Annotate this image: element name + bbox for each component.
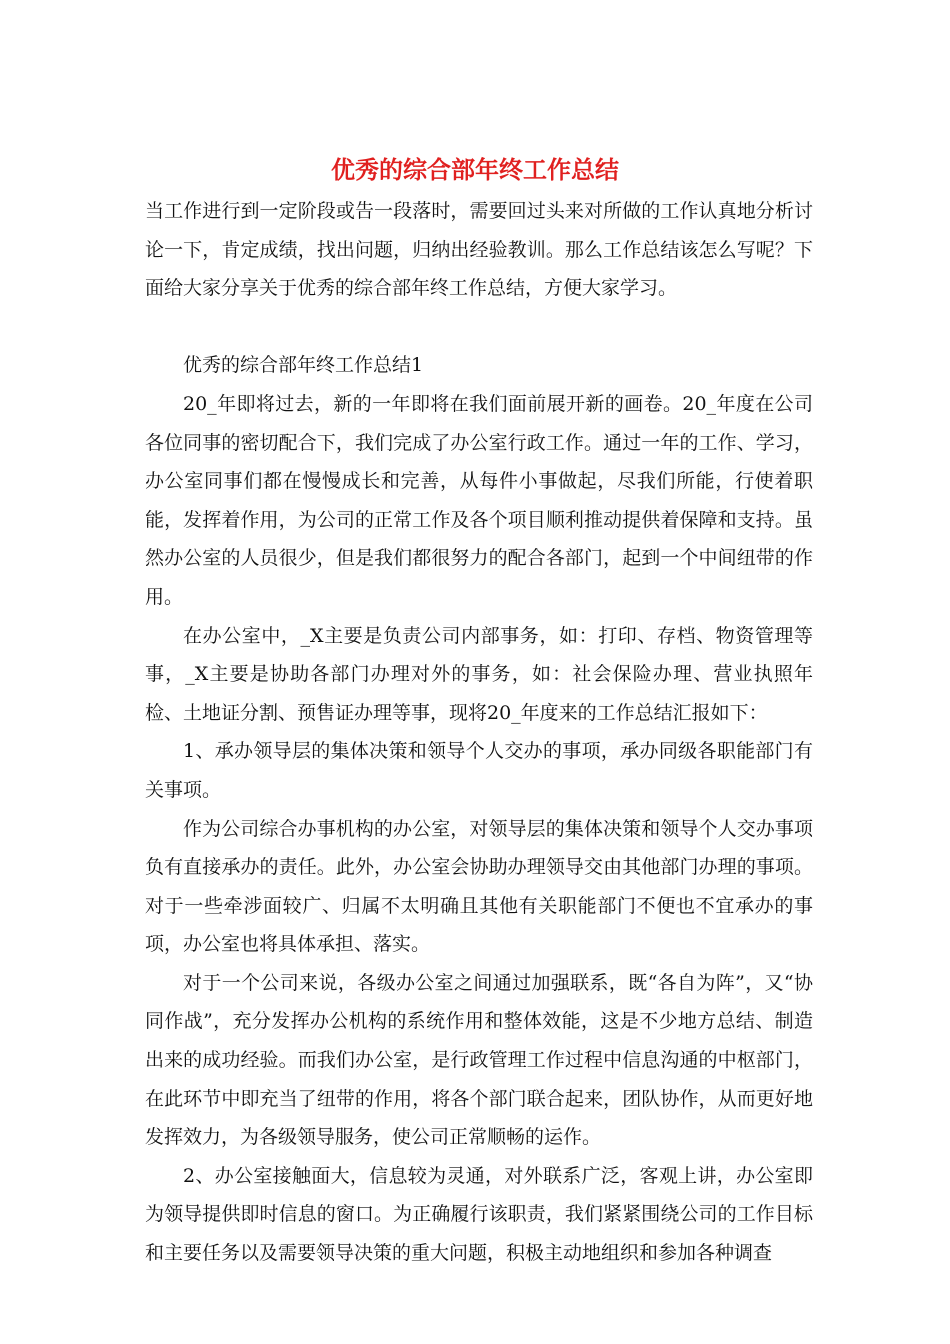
body-paragraph-5: 对于一个公司来说，各级办公室之间通过加强联系，既“各自为阵”，又“协同作战”，充分发挥办公机构的系统作用和整体效能，这是不少地方总结、制造出来的成功经验。而我们办公室，是行政管理工作过程中信息沟通的中枢部门，在此环节中即充当了纽带的作用，将各个部门联合起来，团队协作，从而更好地发挥效力，为各级领导服务，使公司正常顺畅的运作。: [145, 971, 813, 1149]
body-paragraph-4: 作为公司综合办事机构的办公室，对领导层的集体决策和领导个人交办事项负有直接承办的责任。此外，办公室会协助办理领导交由其他部门办理的事项。对于一些牵涉面较广、归属不太明确且其他有关职能部门不便也不宜承办的事项，办公室也将具体承担、落实。: [145, 817, 813, 956]
document-title: 优秀的综合部年终工作总结: [331, 156, 619, 184]
document-body: [145, 192, 813, 1273]
body-paragraph-2: 在办公室中，_X主要是负责公司内部事务，如：打印、存档、物资管理等事，_X主要是协助各部门办理对外的事务，如：社会保险办理、营业执照年检、土地证分割、预售证办理等事，现将20_年度来的工作总结汇报如下：: [145, 624, 813, 724]
intro-paragraph: 当工作进行到一定阶段或告一段落时，需要回过头来对所做的工作认真地分析讨论一下，肯定成绩，找出问题，归纳出经验教训。那么工作总结该怎么写呢？下面给大家分享关于优秀的综合部年终工作总结，方便大家学习。: [145, 200, 813, 300]
body-paragraph-3: 1、承办领导层的集体决策和领导个人交办的事项，承办同级各职能部门有关事项。: [145, 740, 813, 801]
body-paragraph-6: 2、办公室接触面大，信息较为灵通，对外联系广泛，客观上讲，办公室即为领导提供即时信息的窗口。为正确履行该职责，我们紧紧围绕公司的工作目标和主要任务以及需要领导决策的重大问题，积极主动地组织和参加各种调查: [145, 1164, 813, 1265]
paragraph-spacer: [145, 308, 813, 347]
body-paragraph-1: 20_年即将过去，新的一年即将在我们面前展开新的画卷。20_年度在公司各位同事的密切配合下，我们完成了办公室行政工作。通过一年的工作、学习，办公室同事们都在慢慢成长和完善，从每件小事做起，尽我们所能，行使着职能，发挥着作用，为公司的正常工作及各个项目顺利推动提供着保障和支持。虽然办公室的人员很少，但是我们都很努力的配合各部门，起到一个中间纽带的作用。: [145, 392, 813, 608]
section-heading: 优秀的综合部年终工作总结1: [183, 354, 424, 377]
